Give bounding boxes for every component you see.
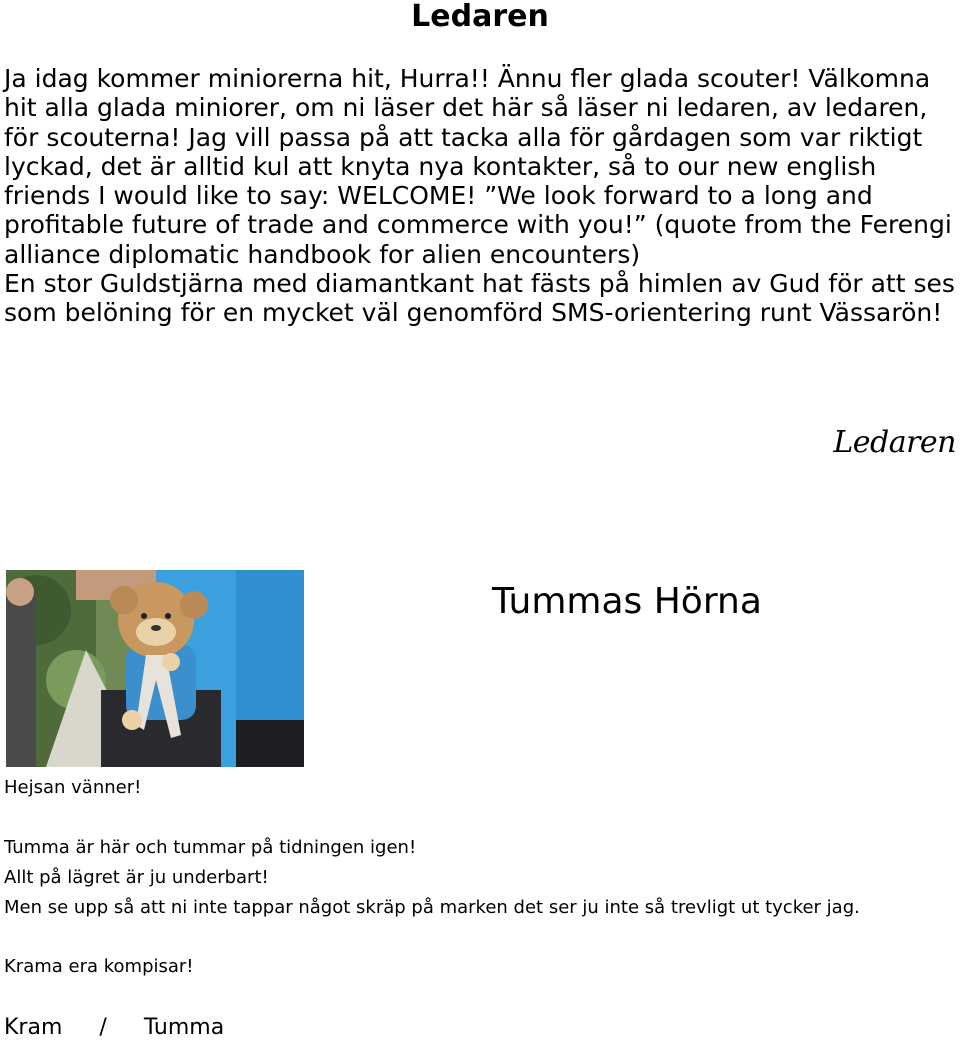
corner-line-2: Allt på lägret är ju underbart!: [4, 867, 269, 888]
sign-off-tumma: Tumma: [143, 1015, 225, 1040]
article-paragraph-2: En stor Guldstjärna med diamantkant hat fästs på himlen av Gud för att ses som belöning för en mycket väl genomförd SMS-orientering runt Vässarön!: [4, 269, 955, 328]
corner-closing: Krama era kompisar!: [4, 956, 194, 977]
sign-off-separator: /: [99, 1015, 107, 1040]
corner-line-3: Men se upp så att ni inte tappar något skräp på marken det ser ju inte så trevligt ut tycker jag.: [4, 897, 860, 918]
corner-sign-off: [4, 1014, 224, 1042]
corner-line-1: Tumma är här och tummar på tidningen igen!: [4, 837, 417, 858]
corner-greeting: Hejsan vänner!: [4, 777, 142, 798]
teddy-bear-photo: [6, 570, 304, 767]
sign-off-kram: Kram: [4, 1015, 63, 1040]
article-body: [4, 64, 956, 328]
article-signature: Ledaren: [833, 425, 956, 460]
corner-title: Tummas Hörna: [492, 581, 762, 622]
article-paragraph-1: Ja idag kommer miniorerna hit, Hurra!! Ännu fler glada scouter! Välkomna hit alla glada miniorer, om ni läser det här så läser ni ledaren, av ledaren, för scouterna! Jag vill passa på att tacka alla för gårdagen som var riktigt lyckad, det är alltid kul att knyta nya kontakter, så to our new english friends I would like to say: WELCOME! ”We look forward to a long and profitable future of trade and commerce with you!” (quote from the Ferengi alliance diplomatic handbook for alien encounters): [4, 64, 952, 269]
page-title: Ledaren: [411, 0, 549, 34]
